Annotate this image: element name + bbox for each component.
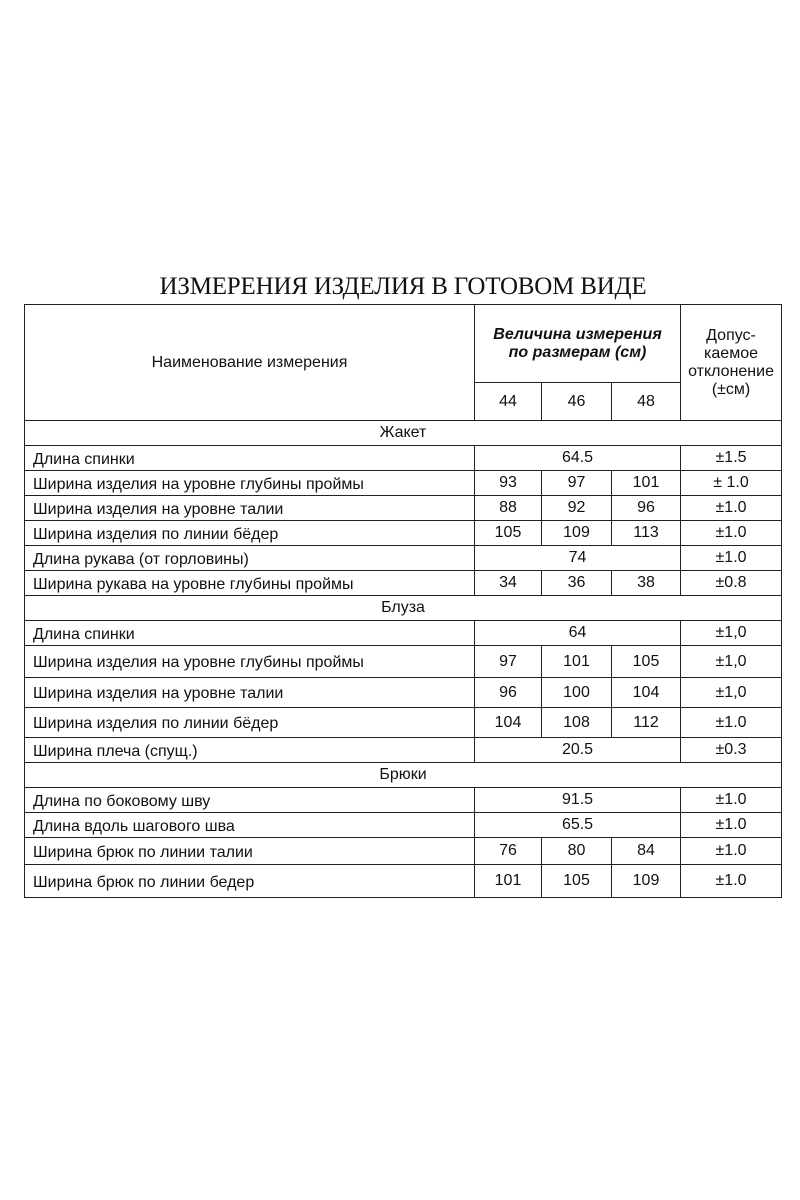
measurement-value: 108 [542,708,612,738]
measurement-name: Ширина брюк по линии бедер [25,865,475,898]
measurement-value-all-sizes: 64 [475,621,681,646]
tolerance-value: ±1.0 [681,813,782,838]
header-tolerance [681,305,782,421]
measurement-value: 100 [542,678,612,708]
header-value-by-size [475,305,681,383]
measurement-value: 38 [612,571,681,596]
measurement-value: 104 [612,678,681,708]
tolerance-value: ±1,0 [681,646,782,678]
measurement-value: 93 [475,471,542,496]
table-row [25,708,782,738]
measurement-value-all-sizes: 65.5 [475,813,681,838]
measurement-value: 101 [612,471,681,496]
measurement-value: 101 [542,646,612,678]
measurement-value: 36 [542,571,612,596]
measurement-value: 97 [542,471,612,496]
measurement-value-all-sizes: 91.5 [475,788,681,813]
measurement-value-all-sizes: 64.5 [475,446,681,471]
measurement-value: 84 [612,838,681,865]
measurement-value: 101 [475,865,542,898]
measurement-value: 105 [612,646,681,678]
measurement-value: 97 [475,646,542,678]
table-row [25,788,782,813]
tolerance-value: ±1.0 [681,865,782,898]
measurement-name: Длина по боковому шву [25,788,475,813]
header-tolerance-line3: отклонение [688,362,774,380]
table-row [25,446,782,471]
measurement-value-all-sizes: 74 [475,546,681,571]
measurements-table [24,304,782,898]
measurement-name: Ширина изделия на уровне талии [25,678,475,708]
measurement-value: 113 [612,521,681,546]
measurement-value: 34 [475,571,542,596]
measurement-value: 92 [542,496,612,521]
table-row [25,865,782,898]
size-header-46: 46 [542,383,612,421]
table-row [25,646,782,678]
measurement-name: Ширина рукава на уровне глубины проймы [25,571,475,596]
tolerance-value: ±1,0 [681,678,782,708]
measurement-name: Ширина изделия по линии бёдер [25,521,475,546]
header-value-line1: Величина измерения [493,325,662,343]
size-header-44: 44 [475,383,542,421]
header-tolerance-line2: каемое [704,344,758,362]
tolerance-value: ±1,0 [681,621,782,646]
size-header-48: 48 [612,383,681,421]
measurement-value: 88 [475,496,542,521]
header-tolerance-line4: (±см) [711,380,751,398]
section-title: Жакет [25,421,782,446]
tolerance-value: ±1.0 [681,838,782,865]
measurement-value: 76 [475,838,542,865]
table-row [25,496,782,521]
measurement-name: Ширина изделия на уровне талии [25,496,475,521]
measurement-name: Ширина изделия на уровне глубины проймы [25,471,475,496]
header-measurement-name: Наименование измерения [25,305,475,421]
table-row [25,521,782,546]
tolerance-value: ±1.0 [681,546,782,571]
page-title: ИЗМЕРЕНИЯ ИЗДЕЛИЯ В ГОТОВОМ ВИДЕ [159,273,647,300]
measurement-value: 96 [475,678,542,708]
measurement-name: Ширина изделия по линии бёдер [25,708,475,738]
measurement-value: 104 [475,708,542,738]
tolerance-value: ±0.3 [681,738,782,763]
measurement-name: Длина спинки [25,446,475,471]
measurement-name: Длина рукава (от горловины) [25,546,475,571]
section-title: Брюки [25,763,782,788]
table-row [25,571,782,596]
tolerance-value: ±1.5 [681,446,782,471]
measurement-name: Ширина изделия на уровне глубины проймы [25,646,475,678]
table-row [25,471,782,496]
header-tolerance-line1: Допус- [706,326,756,344]
measurement-value: 109 [612,865,681,898]
header-value-line2: по размерам (см) [508,343,647,361]
table-row [25,678,782,708]
measurement-value-all-sizes: 20.5 [475,738,681,763]
tolerance-value: ±1.0 [681,788,782,813]
tolerance-value: ± 1.0 [681,471,782,496]
table-row [25,621,782,646]
measurement-value: 80 [542,838,612,865]
measurement-name: Ширина плеча (спущ.) [25,738,475,763]
measurement-value: 112 [612,708,681,738]
measurement-name: Ширина брюк по линии талии [25,838,475,865]
table-row [25,546,782,571]
measurement-value: 109 [542,521,612,546]
measurement-name: Длина вдоль шагового шва [25,813,475,838]
measurement-value: 105 [542,865,612,898]
tolerance-value: ±0.8 [681,571,782,596]
tolerance-value: ±1.0 [681,496,782,521]
measurement-value: 96 [612,496,681,521]
measurement-name: Длина спинки [25,621,475,646]
measurement-value: 105 [475,521,542,546]
table-row [25,738,782,763]
table-row [25,838,782,865]
section-title: Блуза [25,596,782,621]
tolerance-value: ±1.0 [681,708,782,738]
tolerance-value: ±1.0 [681,521,782,546]
table-row [25,813,782,838]
